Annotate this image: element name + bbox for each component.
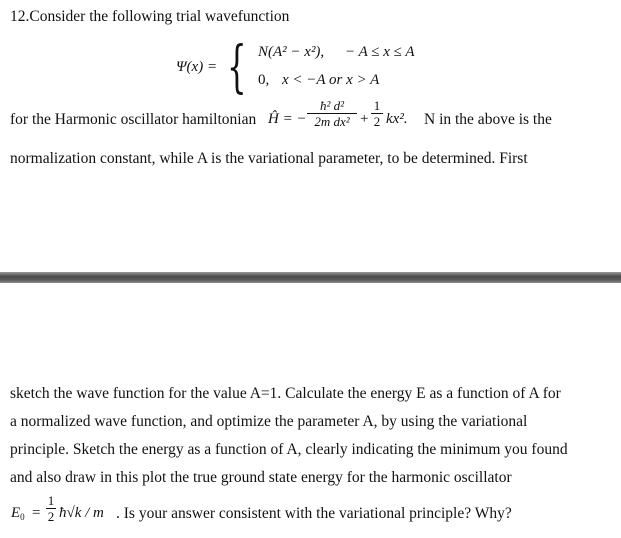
ground-energy-fraction (46, 494, 56, 523)
consistency-question: . Is your answer consistent with the variational principle? Why? (116, 505, 512, 522)
normalization-line: normalization constant, while A is the variational parameter, to be determined. First (10, 150, 528, 167)
page-separator (0, 272, 621, 283)
energy-symbol: E (11, 505, 21, 521)
ground-energy-lhs (11, 506, 25, 522)
case1-condition: − A ≤ x ≤ A (345, 44, 415, 60)
half-numerator: 1 (373, 98, 381, 113)
page-two (0, 283, 621, 538)
equals-sign: = (32, 505, 41, 521)
kinetic-denominator: 2m dx² (314, 114, 350, 129)
energy-subscript: 0 (20, 512, 25, 522)
hamiltonian-intro: for the Harmonic oscillator hamiltonian (10, 111, 257, 128)
half-fraction (371, 99, 383, 128)
kinetic-numerator: ħ² d² (319, 98, 345, 113)
page2-line4: and also draw in this plot the true ground state energy for the harmonic oscillator (10, 469, 512, 486)
case1-expression: N(A² − x²), (258, 44, 325, 60)
problem-title: 12.Consider the following trial wavefunction (10, 8, 290, 25)
page2-line1: sketch the wave function for the value A=1. Calculate the energy E as a function of A for (10, 385, 561, 402)
hamiltonian-symbol: Ĥ = − (268, 111, 307, 127)
left-brace: { (227, 35, 247, 100)
page2-line3: principle. Sketch the energy as a function of A, clearly indicating the minimum you found (10, 441, 568, 458)
potential-term: kx². (386, 111, 408, 127)
page2-line2: a normalized wave function, and optimize the parameter A, by using the variational (10, 413, 528, 430)
ground-fraction-denominator: 2 (47, 509, 55, 524)
case2-expression: 0, (258, 72, 270, 88)
hamiltonian-outro: N in the above is the (424, 111, 552, 128)
plus-sign: + (360, 111, 369, 127)
ground-energy-rhs: ħ√k / m (59, 505, 104, 521)
case2-condition: x < −A or x > A (282, 72, 380, 88)
wavefunction-lhs: Ψ(x) = (176, 59, 218, 75)
kinetic-fraction (307, 99, 357, 128)
ground-fraction-numerator: 1 (47, 493, 55, 508)
half-denominator: 2 (373, 114, 381, 129)
